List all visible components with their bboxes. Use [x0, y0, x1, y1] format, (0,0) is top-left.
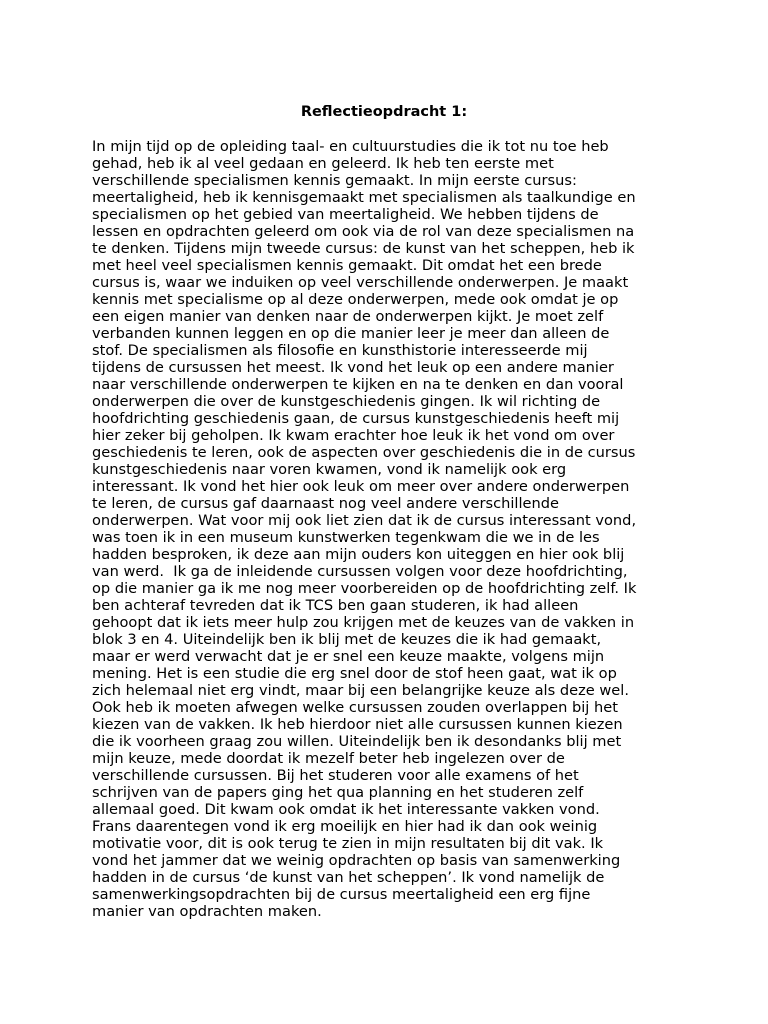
body-line: een eigen manier van denken naar de onderwerpen kijkt. Je moet zelf: [92, 308, 604, 325]
body-line: naar verschillende onderwerpen te kijken en na te denken en dan vooral: [92, 376, 624, 393]
body-line: van werd. Ik ga de inleidende cursussen volgen voor deze hoofdrichting,: [92, 563, 628, 580]
body-line: te denken. Tijdens mijn tweede cursus: de kunst van het scheppen, heb ik: [92, 240, 635, 257]
document-body: [92, 138, 682, 920]
body-line: hoofdrichting geschiedenis gaan, de cursus kunstgeschiedenis heeft mij: [92, 410, 620, 427]
body-line: interessant. Ik vond het hier ook leuk om meer over andere onderwerpen: [92, 478, 630, 495]
body-line: stof. De specialismen als filosofie en kunsthistorie interesseerde mij: [92, 342, 588, 359]
body-line: vond het jammer dat we weinig opdrachten op basis van samenwerking: [92, 852, 621, 869]
body-line: hadden in de cursus ‘de kunst van het scheppen’. Ik vond namelijk de: [92, 869, 605, 886]
body-line: kunstgeschiedenis naar voren kwamen, vond ik namelijk ook erg: [92, 461, 567, 478]
body-line: allemaal goed. Dit kwam ook omdat ik het interessante vakken vond.: [92, 801, 600, 818]
body-line: Ook heb ik moeten afwegen welke cursussen zouden overlappen bij het: [92, 699, 618, 716]
body-line: motivatie voor, dit is ook terug te zien in mijn resultaten bij dit vak. Ik: [92, 835, 604, 852]
body-line: kennis met specialisme op al deze onderwerpen, mede ook omdat je op: [92, 291, 619, 308]
body-line: ben achteraf tevreden dat ik TCS ben gaan studeren, ik had alleen: [92, 597, 579, 614]
body-line: tijdens de cursussen het meest. Ik vond het leuk op een andere manier: [92, 359, 614, 376]
body-line: te leren, de cursus gaf daarnaast nog veel andere verschillende: [92, 495, 560, 512]
body-line: meertaligheid, heb ik kennisgemaakt met specialismen als taalkundige en: [92, 189, 636, 206]
body-line: blok 3 en 4. Uiteindelijk ben ik blij met de keuzes die ik had gemaakt,: [92, 631, 602, 648]
body-line: verbanden kunnen leggen en op die manier leer je meer dan alleen de: [92, 325, 610, 342]
body-line: hadden besproken, ik deze aan mijn ouders kon uiteggen en hier ook blij: [92, 546, 625, 563]
body-line: mening. Het is een studie die erg snel door de stof heen gaat, wat ik op: [92, 665, 617, 682]
body-line: zich helemaal niet erg vindt, maar bij een belangrijke keuze als deze wel.: [92, 682, 629, 699]
body-line: In mijn tijd op de opleiding taal- en cultuurstudies die ik tot nu toe heb: [92, 138, 609, 155]
body-line: maar er werd verwacht dat je er snel een keuze maakte, volgens mijn: [92, 648, 605, 665]
body-line: hier zeker bij geholpen. Ik kwam erachter hoe leuk ik het vond om over: [92, 427, 615, 444]
body-line: specialismen op het gebied van meertaligheid. We hebben tijdens de: [92, 206, 599, 223]
body-line: Frans daarentegen vond ik erg moeilijk en hier had ik dan ook weinig: [92, 818, 598, 835]
body-line: samenwerkingsopdrachten bij de cursus meertaligheid een erg fijne: [92, 886, 591, 903]
body-line: manier van opdrachten maken.: [92, 903, 322, 920]
body-line: schrijven van de papers ging het qua planning en het studeren zelf: [92, 784, 584, 801]
body-line: gehad, heb ik al veel gedaan en geleerd. Ik heb ten eerste met: [92, 155, 554, 172]
body-line: onderwerpen die over de kunstgeschiedenis gingen. Ik wil richting de: [92, 393, 601, 410]
body-line: geschiedenis te leren, ook de aspecten over geschiedenis die in de cursus: [92, 444, 636, 461]
body-line: op die manier ga ik me nog meer voorbereiden op de hoofdrichting zelf. Ik: [92, 580, 637, 597]
body-line: met heel veel specialismen kennis gemaakt. Dit omdat het een brede: [92, 257, 602, 274]
body-line: mijn keuze, mede doordat ik mezelf beter heb ingelezen over de: [92, 750, 565, 767]
body-line: die ik voorheen graag zou willen. Uiteindelijk ben ik desondanks blij met: [92, 733, 622, 750]
body-line: lessen en opdrachten geleerd om ook via de rol van deze specialismen na: [92, 223, 635, 240]
document-title: Reflectieopdracht 1:: [300, 104, 468, 120]
body-line: gehoopt dat ik iets meer hulp zou krijgen met de keuzes van de vakken in: [92, 614, 635, 631]
body-line: onderwerpen. Wat voor mij ook liet zien dat ik de cursus interessant vond,: [92, 512, 637, 529]
body-line: verschillende cursussen. Bij het studeren voor alle examens of het: [92, 767, 579, 784]
body-line: was toen ik in een museum kunstwerken tegenkwam die we in de les: [92, 529, 600, 546]
body-line: cursus is, waar we induiken op veel verschillende onderwerpen. Je maakt: [92, 274, 629, 291]
body-line: verschillende specialismen kennis gemaakt. In mijn eerste cursus:: [92, 172, 577, 189]
body-line: kiezen van de vakken. Ik heb hierdoor niet alle cursussen kunnen kiezen: [92, 716, 623, 733]
